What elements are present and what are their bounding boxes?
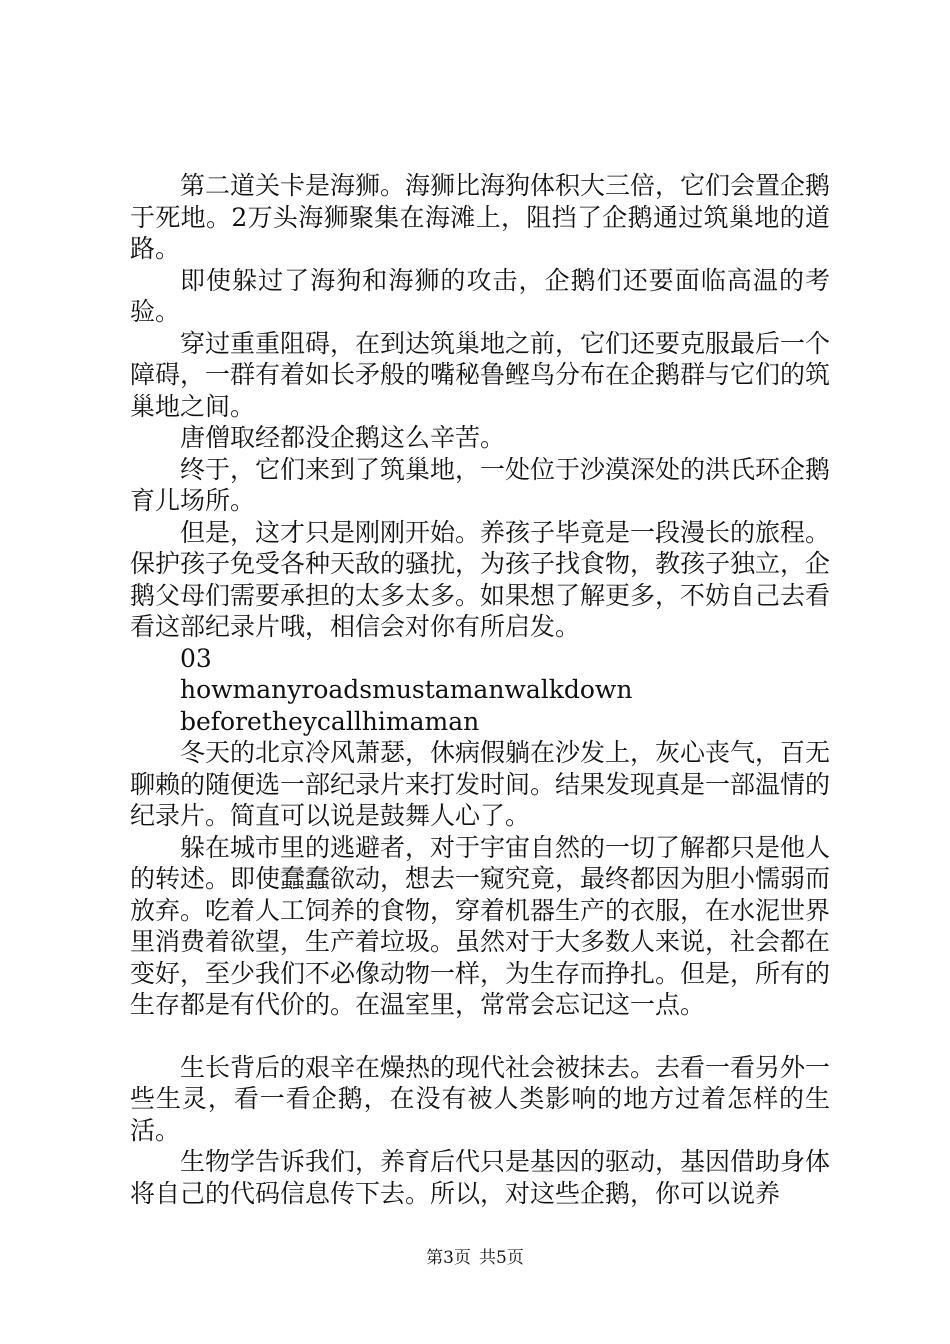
paragraph-raising-young: 但是，这才只是刚刚开始。养孩子毕竟是一段漫长的旅程。保护孩子免受各种天敌的骚扰，为孩子找食物，教孩子独立，企鹅父母们需要承担的太多太多。如果想了解更多，不妨自己去看看这部纪录片哦，相信会对你有所启发。 (130, 517, 831, 641)
body-text (130, 170, 830, 1209)
paragraph-pilgrimage: 唐僧取经都没企鹅这么辛苦。 (180, 423, 506, 452)
page-footer (0, 1243, 950, 1268)
lyric-line-2: beforetheycallhimaman (180, 706, 480, 736)
paragraph-winter: 冬天的北京冷风萧瑟，休病假躺在沙发上，灰心丧气，百无聊赖的随便选一部纪录片来打发时间。结果发现真是一部温情的纪录片。简直可以说是鼓舞人心了。 (130, 738, 831, 830)
paragraph-nesting-site: 终于，它们来到了筑巢地，一处位于沙漠深处的洪氏环企鹅育儿场所。 (130, 454, 831, 515)
paragraph-heat: 即使躲过了海狗和海狮的攻击，企鹅们还要面临高温的考验。 (130, 265, 830, 326)
page-total: 共5页 (479, 1248, 524, 1268)
paragraph-sea-lion: 第二道关卡是海狮。海狮比海狗体积大三倍，它们会置企鹅于死地。2万头海狮聚集在海滩上，阻挡了企鹅通过筑巢地的道路。 (130, 171, 831, 263)
paragraph-hardship: 生长背后的艰辛在燥热的现代社会被抹去。去看一看另外一些生灵，看一看企鹅，在没有被人类影响的地方过着怎样的生活。 (130, 1052, 831, 1145)
lyric-line-1: howmanyroadsmustamanwalkdown (180, 675, 633, 704)
paragraph-city: 躲在城市里的逃避者，对于宇宙自然的一切了解都只是他人的转述。即使蠢蠢欲动，想去一窥究竟，最终都因为胆小懦弱而放弃。吃着人工饲养的食物，穿着机器生产的衣服，在水泥世界里消费着欲望，生产着垃圾。虽然对于大多数人来说，社会都在变好，至少我们不必像动物一样，为生存而挣扎。但是，所有的生存都是有代价的。在温室里，常常会忘记这一点。 (130, 832, 831, 1019)
section-number: 03 (180, 643, 212, 673)
page-number: 第3页 (426, 1248, 471, 1268)
paragraph-boobies: 穿过重重阻碍，在到达筑巢地之前，它们还要克服最后一个障碍，一群有着如长矛般的嘴秘鲁鲣鸟分布在企鹅群与它们的筑巢地之间。 (130, 328, 831, 421)
paragraph-biology: 生物学告诉我们，养育后代只是基因的驱动，基因借助身体将自己的代码信息传下去。所以，对这些企鹅，你可以说养 (130, 1147, 831, 1208)
